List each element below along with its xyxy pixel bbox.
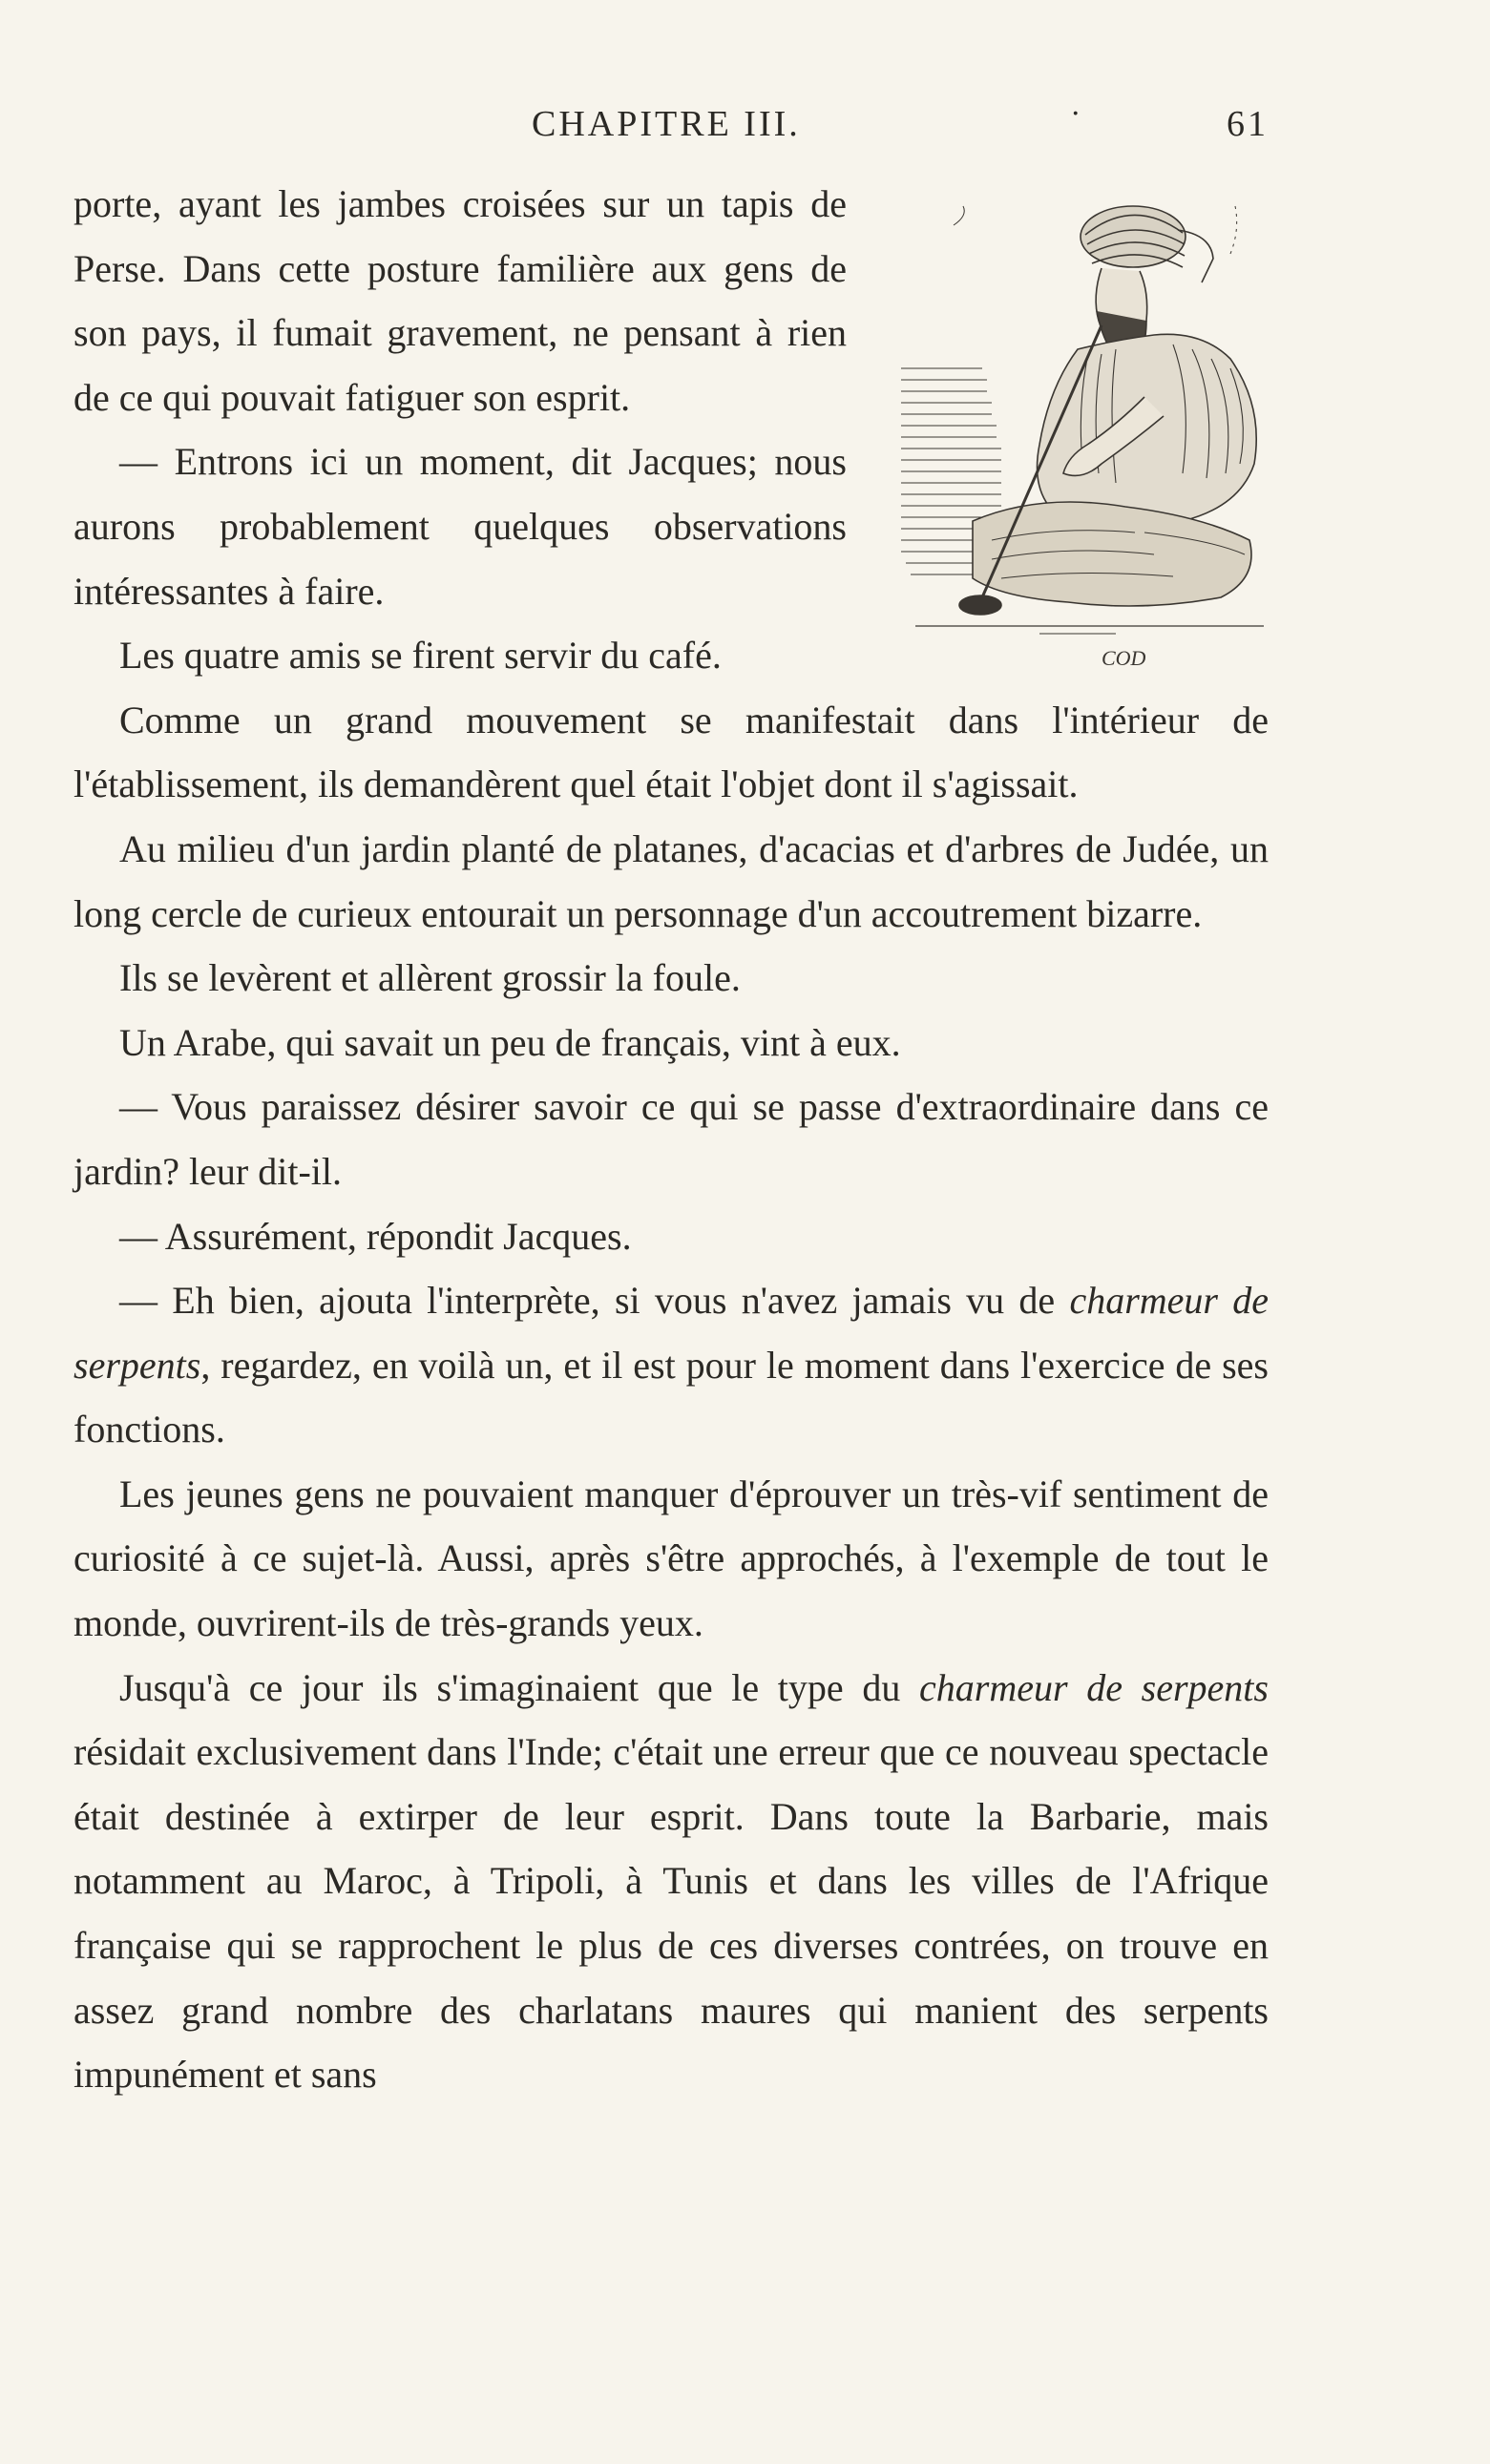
paragraph-11: Les jeunes gens ne pouvaient manquer d'éprouver un très-vif sentiment de curiosité à ce sujet-là. Aussi, après s'être approchés, à l'exemple de tout le monde, ouvrirent-ils de très-grands yeux. bbox=[73, 1472, 1269, 1645]
engraving-image bbox=[896, 177, 1269, 659]
paragraph-8: — Vous paraissez désirer savoir ce qui se passe d'extraordinaire dans ce jardin? leur dit-il. bbox=[73, 1085, 1269, 1193]
body-text bbox=[73, 172, 1269, 2107]
paragraph-12-rest: résidait exclusivement dans l'Inde; c'était une erreur que ce nouveau spectacle était destinée à extirper de leur esprit. Dans toute la Barbarie, mais notamment au Maroc, à Tripoli, à Tunis et dans les villes de l'Afrique française qui se rapprochent le plus de ces diverses contrées, on trouve en assez grand nombre des charlatans maures qui manient des serpents impunément et sans bbox=[73, 1730, 1269, 2097]
chapter-title: CHAPITRE III. bbox=[532, 104, 801, 144]
paragraph-9: — Assurément, répondit Jacques. bbox=[119, 1214, 632, 1258]
paragraph-7: Un Arabe, qui savait un peu de français, vint à eux. bbox=[119, 1020, 901, 1064]
paragraph-6: Ils se levèrent et allèrent grossir la foule. bbox=[119, 956, 741, 1000]
paragraph-3: Les quatre amis se firent servir du café. bbox=[119, 634, 722, 678]
paragraph-12-italic: charmeur de serpents bbox=[919, 1665, 1269, 1709]
paragraph-4: Comme un grand mouvement se manifestait dans l'intérieur de l'établissement, ils demandèrent quel était l'objet dont il s'agissait. bbox=[73, 698, 1269, 806]
page-number: 61 bbox=[1227, 104, 1269, 144]
paragraph-10-italic: charmeur de serpents bbox=[73, 1279, 1270, 1387]
paragraph-10-text: — Eh bien, ajouta l'interprète, si vous n'avez jamais vu de bbox=[119, 1279, 1070, 1323]
paragraph-5: Au milieu d'un jardin planté de platanes, d'acacias et d'arbres de Judée, un long cercle de curieux entourait un personnage d'un accoutrement bizarre. bbox=[73, 826, 1269, 935]
paragraph-1: porte, ayant les jambes croisées sur un tapis de Perse. Dans cette posture familière aux gens de son pays, il fumait gravement, ne pensant à rien de ce qui pouvait fatiguer son esprit. bbox=[73, 182, 847, 419]
engraver-signature: COD bbox=[1102, 646, 1146, 670]
paragraph-12 bbox=[73, 1656, 1269, 2107]
header-dot: · bbox=[1071, 97, 1083, 131]
paragraph-10-rest: , regardez, en voilà un, et il est pour le moment dans l'exercice de ses fonctions. bbox=[73, 1343, 1269, 1451]
paragraph-12-text: Jusqu'à ce jour ils s'imaginaient que le type du bbox=[119, 1665, 920, 1709]
paragraph-10 bbox=[73, 1268, 1269, 1462]
smoker-illustration bbox=[896, 177, 1269, 670]
paragraph-2: — Entrons ici un moment, dit Jacques; nous aurons probablement quelques observations intéressantes à faire. bbox=[73, 440, 847, 613]
running-head bbox=[73, 97, 1269, 151]
